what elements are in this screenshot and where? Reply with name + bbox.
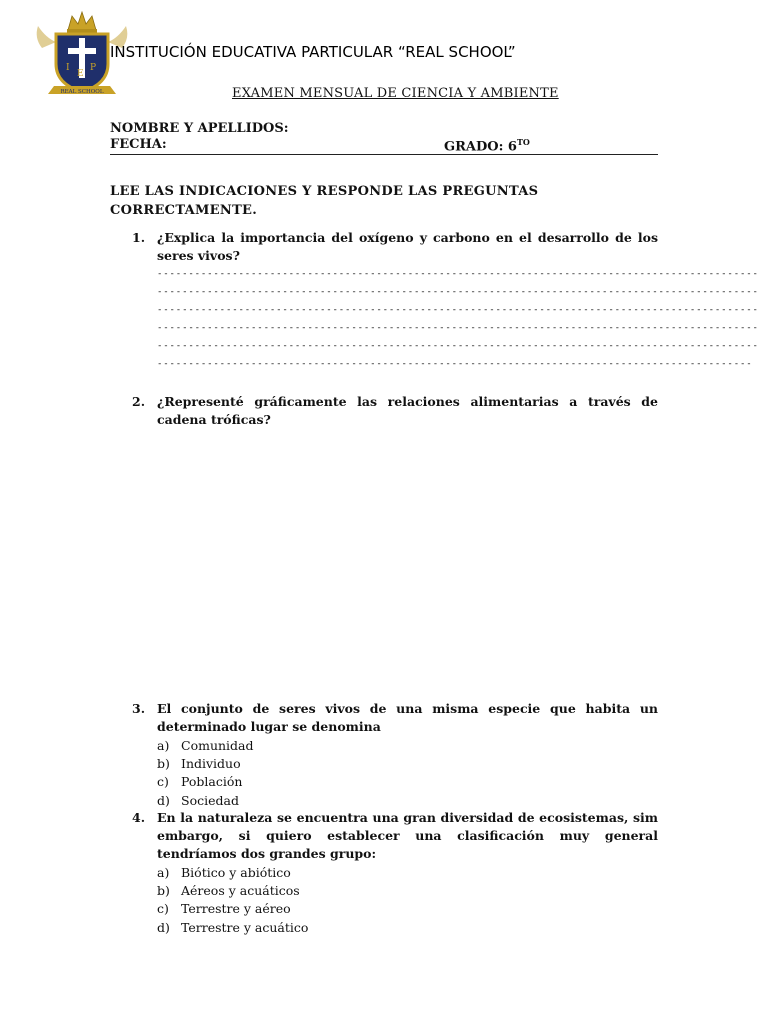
option-text: Terrestre y acuático <box>181 919 309 935</box>
question-number: 1. <box>132 230 146 245</box>
name-field-label: NOMBRE Y APELLIDOS: <box>110 121 289 136</box>
question-text: El conjunto de seres vivos de una misma especie que habita un determinado lugar se denomina <box>157 701 658 734</box>
option-b[interactable] <box>157 882 658 900</box>
option-letter: d) <box>157 919 170 935</box>
option-a[interactable] <box>157 864 658 882</box>
logo-ribbon-text: REAL SCHOOL <box>60 89 104 95</box>
instructions: LEE LAS INDICACIONES Y RESPONDE LAS PREGUNTAS CORRECTAMENTE. <box>110 184 539 218</box>
option-b[interactable] <box>157 755 658 773</box>
exam-title: EXAMEN MENSUAL DE CIENCIA Y AMBIENTE <box>232 86 559 101</box>
school-name: INSTITUCIÓN EDUCATIVA PARTICULAR “REAL SCHOOL” <box>110 43 516 61</box>
option-letter: a) <box>157 865 170 880</box>
option-letter: c) <box>157 901 169 917</box>
answer-lines <box>157 265 759 373</box>
grade-label: GRADO: 6 <box>444 139 517 155</box>
question-number: 2. <box>132 394 146 409</box>
answer-line[interactable]: ------------------------------------------------------------------------------------------------ <box>157 323 759 333</box>
grade-field <box>444 137 530 154</box>
options-list <box>157 737 658 810</box>
option-a[interactable] <box>157 737 658 755</box>
question-number: 4. <box>132 810 146 825</box>
question-4 <box>110 809 658 937</box>
question-text: ¿Representé gráficamente las relaciones alimentarias a través de cadena tróficas? <box>157 394 658 427</box>
option-letter: d) <box>157 792 170 808</box>
answer-line[interactable]: ----------------------------------------------------------------------------------------------- <box>157 359 753 369</box>
question-number: 3. <box>132 701 146 716</box>
answer-line[interactable]: ------------------------------------------------------------------------------------------------ <box>157 269 759 279</box>
question-3 <box>110 700 658 810</box>
option-text: Comunidad <box>181 738 254 753</box>
option-d[interactable] <box>157 792 658 810</box>
options-list <box>157 864 658 937</box>
question-text: ¿Explica la importancia del oxígeno y carbono en el desarrollo de los seres vivos? <box>157 230 658 263</box>
option-text: Aéreos y acuáticos <box>181 883 300 899</box>
grade-suffix: TO <box>516 137 530 147</box>
option-d[interactable] <box>157 919 658 937</box>
option-letter: b) <box>157 883 170 899</box>
question-text: En la naturaleza se encuentra una gran diversidad de ecosistemas, sim embargo, si quiero establecer una clasificación muy general tendríamos dos grandes grupo: <box>157 810 658 861</box>
option-c[interactable] <box>157 773 658 791</box>
option-text: Terrestre y aéreo <box>181 901 291 917</box>
logo-initial-e: E <box>77 69 84 79</box>
question-2 <box>110 393 658 429</box>
header-divider <box>110 154 658 155</box>
question-1 <box>110 229 658 265</box>
logo-initial-i: I <box>66 63 70 73</box>
answer-line[interactable]: ------------------------------------------------------------------------------------------------ <box>157 287 759 297</box>
option-letter: b) <box>157 756 170 772</box>
answer-line[interactable]: ------------------------------------------------------------------------------------------------ <box>157 305 759 315</box>
option-text: Biótico y abiótico <box>181 865 291 880</box>
option-letter: c) <box>157 774 169 790</box>
option-c[interactable] <box>157 900 658 918</box>
option-text: Población <box>181 774 243 790</box>
answer-line[interactable]: ------------------------------------------------------------------------------------------------ <box>157 341 759 351</box>
logo-initial-p: P <box>90 63 97 73</box>
option-text: Individuo <box>181 756 241 772</box>
option-letter: a) <box>157 738 170 753</box>
date-field-label: FECHA: <box>110 137 167 152</box>
option-text: Sociedad <box>181 792 239 808</box>
